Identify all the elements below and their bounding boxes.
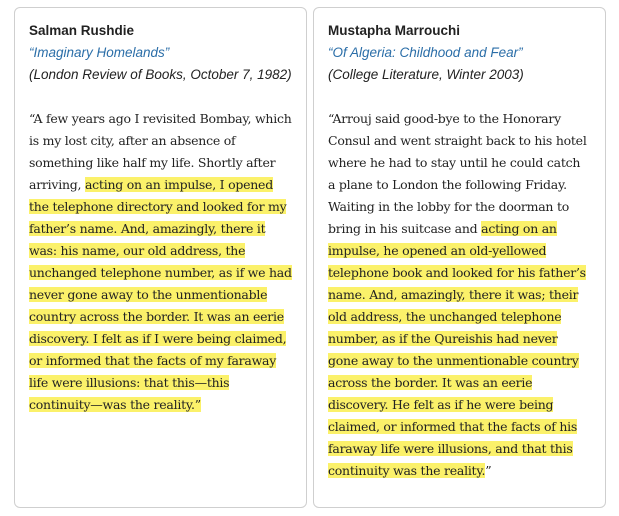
publication-source: (London Review of Books, October 7, 1982) [29,67,292,82]
quote-card-marrouchi [313,7,606,508]
publication-source: (College Literature, Winter 2003) [328,67,524,82]
article-title-link[interactable]: “Imaginary Homelands” [29,45,170,60]
quote-plain-text: “A few years ago I revisited Bombay, which is my lost city, after an absence of something like half my life. Shortly after arriving, [29,111,292,192]
article-title-link[interactable]: “Of Algeria: Childhood and Fear” [328,45,523,60]
quote-card-rushdie [14,7,307,508]
quote-plain-text: “Arrouj said good-bye to the Honorary Consul and went straight back to his hotel where he had to stay until he could catch a plane to London the following Friday. Waiting in the lobby for the doorman to bring in his suitcase and [328,111,587,236]
author-name: Salman Rushdie [29,23,135,38]
quote-text [328,108,591,482]
highlighted-passage: acting on an impulse, he opened an old-yellowed telephone book and looked for his father’s name. And, amazingly, there it was; their old address, the unchanged telephone number, as if the Qureishis had never gone away to the unmentionable country across the border. It was an eerie discovery. He felt as if he were being claimed, or informed that the facts of his faraway life were illusions, and that this continuity was the reality. [328,221,586,478]
author-name: Mustapha Marrouchi [328,23,461,38]
quote-closing: ” [485,463,492,478]
quote-text [29,108,292,416]
highlighted-passage: acting on an impulse, I opened the telephone directory and looked for my father’s name. And, amazingly, there it was: his name, our old address, the unchanged telephone number, as if we had never gone away to the unmentionable country across the border. It was an eerie discovery. I felt as if I were being claimed, or informed that the facts of my faraway life were illusions: that this—this continuity—was the reality.” [29,177,292,412]
